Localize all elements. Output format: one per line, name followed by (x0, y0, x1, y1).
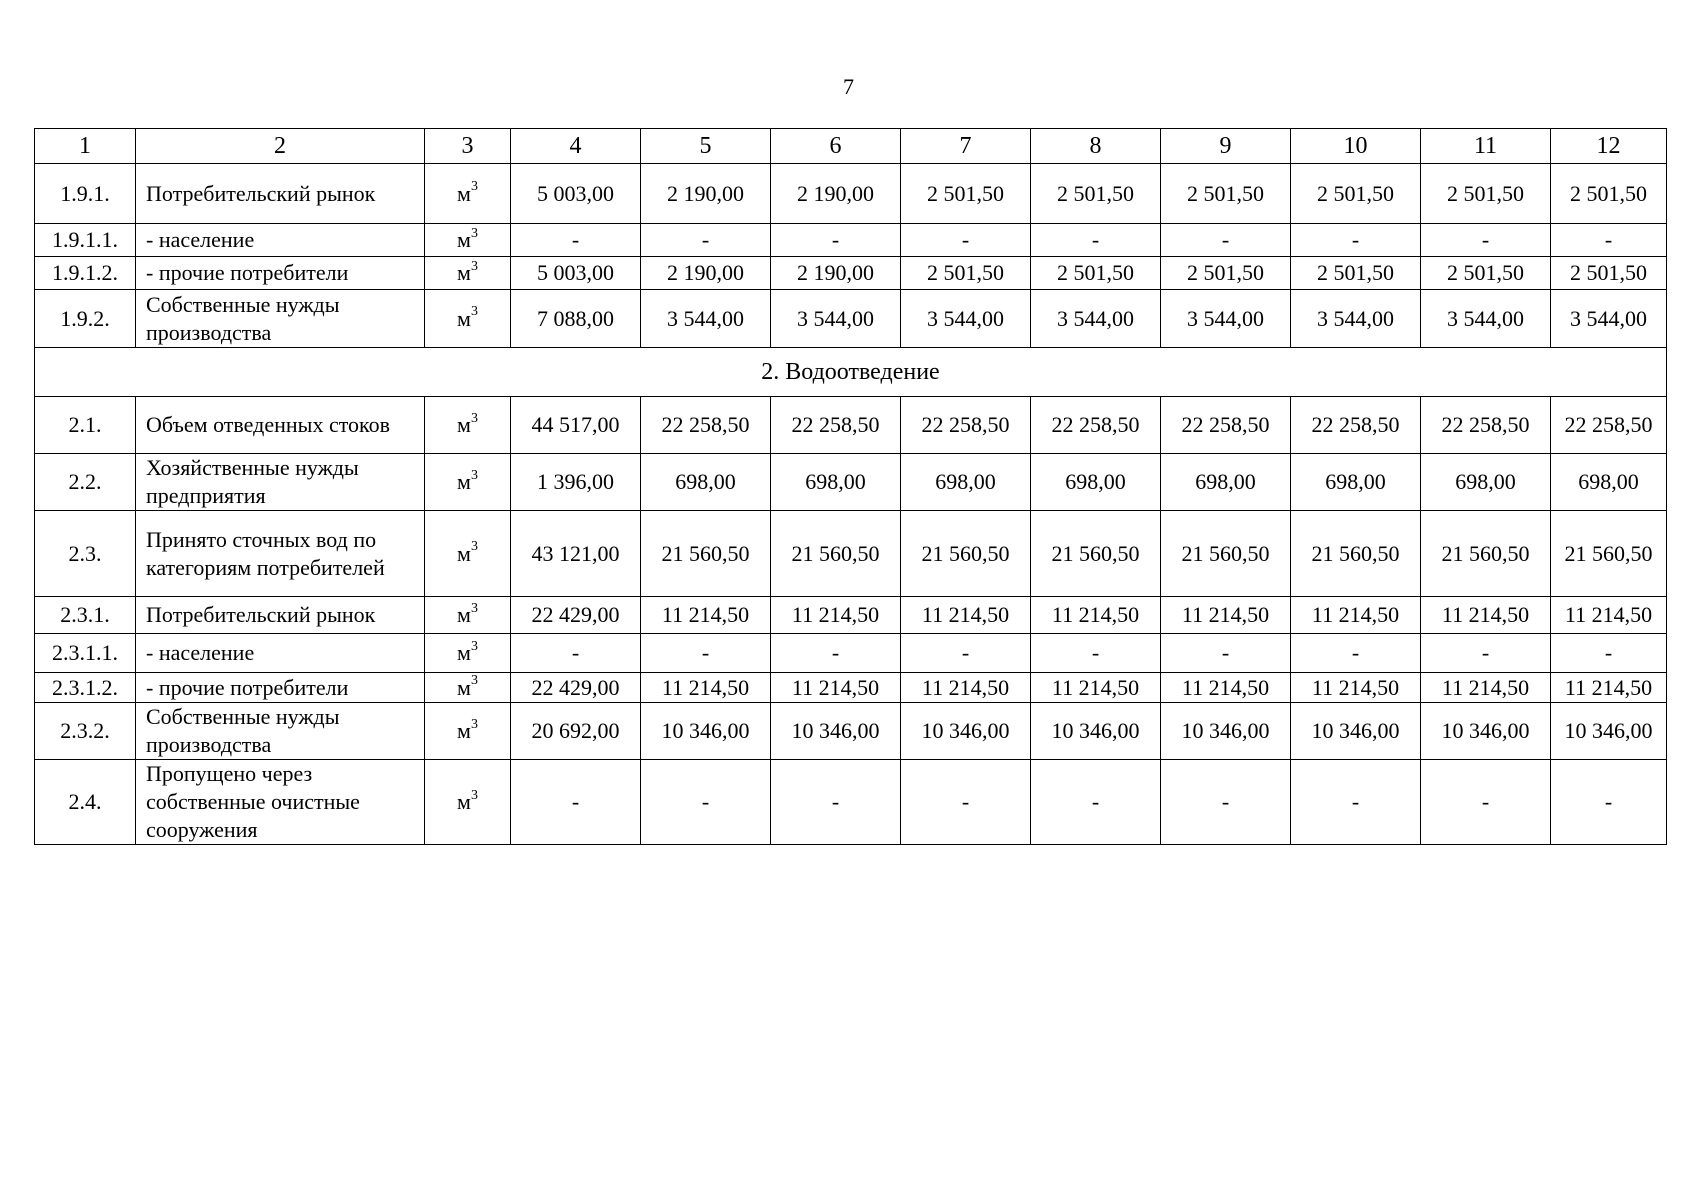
row-label: Пропущено через собственные очистные сооружения (136, 760, 425, 845)
value-cell: - (901, 224, 1031, 257)
unit-cell (425, 511, 511, 597)
value-cell: 2 501,50 (1161, 164, 1291, 224)
value-cell: 3 544,00 (771, 290, 901, 348)
value-cell: 22 429,00 (511, 597, 641, 634)
row-number: 2.3.1.1. (35, 634, 136, 673)
value-cell: 21 560,50 (1031, 511, 1161, 597)
value-cell: 698,00 (1421, 454, 1551, 511)
row-number: 1.9.1. (35, 164, 136, 224)
value-cell: 22 258,50 (1161, 397, 1291, 454)
value-cell: 698,00 (641, 454, 771, 511)
row-label: Потребительский рынок (136, 597, 425, 634)
value-cell: 11 214,50 (901, 673, 1031, 703)
value-cell: 3 544,00 (1291, 290, 1421, 348)
value-cell: 2 501,50 (1291, 164, 1421, 224)
unit-exponent: 3 (470, 467, 478, 483)
value-cell: 1 396,00 (511, 454, 641, 511)
value-cell: - (771, 760, 901, 845)
unit-base: м (457, 640, 471, 665)
row-number: 2.3.2. (35, 703, 136, 760)
row-label: Собственные нужды производства (136, 290, 425, 348)
row-label: Потребительский рынок (136, 164, 425, 224)
unit-base: м (457, 789, 471, 814)
column-header: 1 (35, 129, 136, 164)
data-table (34, 128, 1667, 845)
table-row (35, 397, 1667, 454)
table-row (35, 224, 1667, 257)
value-cell: 2 501,50 (1031, 257, 1161, 290)
value-cell: 11 214,50 (1031, 673, 1161, 703)
unit-base: м (457, 602, 471, 627)
column-header: 12 (1551, 129, 1667, 164)
unit-exponent: 3 (470, 304, 478, 320)
value-cell: - (1551, 224, 1667, 257)
value-cell: - (511, 760, 641, 845)
unit-base: м (457, 260, 471, 285)
value-cell: 11 214,50 (1421, 673, 1551, 703)
value-cell: 10 346,00 (1551, 703, 1667, 760)
value-cell: 11 214,50 (1551, 597, 1667, 634)
unit-cell (425, 760, 511, 845)
value-cell: 7 088,00 (511, 290, 641, 348)
value-cell: 698,00 (771, 454, 901, 511)
unit-cell (425, 703, 511, 760)
value-cell: - (901, 760, 1031, 845)
value-cell: 698,00 (901, 454, 1031, 511)
value-cell: - (1161, 634, 1291, 673)
value-cell: - (1291, 224, 1421, 257)
value-cell: 3 544,00 (1421, 290, 1551, 348)
unit-exponent: 3 (470, 410, 478, 426)
unit-base: м (457, 540, 471, 566)
row-label: - прочие потребители (136, 257, 425, 290)
table-row (35, 511, 1667, 597)
value-cell: 11 214,50 (1291, 597, 1421, 634)
value-cell: 11 214,50 (1421, 597, 1551, 634)
unit-cell (425, 597, 511, 634)
value-cell: - (1031, 224, 1161, 257)
value-cell: - (641, 224, 771, 257)
value-cell: - (1291, 634, 1421, 673)
table-row (35, 634, 1667, 673)
row-number: 1.9.1.1. (35, 224, 136, 257)
value-cell: 22 258,50 (771, 397, 901, 454)
unit-cell (425, 257, 511, 290)
value-cell: - (641, 634, 771, 673)
value-cell: 2 501,50 (1551, 257, 1667, 290)
value-cell: 2 501,50 (901, 164, 1031, 224)
value-cell: 2 190,00 (771, 257, 901, 290)
value-cell: 21 560,50 (771, 511, 901, 597)
value-cell: - (511, 224, 641, 257)
row-label: - прочие потребители (136, 673, 425, 703)
value-cell: 10 346,00 (1161, 703, 1291, 760)
table-row (35, 760, 1667, 845)
value-cell: - (1421, 760, 1551, 845)
value-cell: 10 346,00 (771, 703, 901, 760)
section-title: 2. Водоотведение (35, 348, 1667, 397)
value-cell: - (1031, 634, 1161, 673)
unit-cell (425, 673, 511, 703)
unit-base: м (457, 412, 471, 437)
value-cell: 2 501,50 (1551, 164, 1667, 224)
value-cell: 11 214,50 (1031, 597, 1161, 634)
table-row (35, 257, 1667, 290)
row-number: 2.3.1.2. (35, 673, 136, 703)
value-cell: 21 560,50 (1161, 511, 1291, 597)
table-row (35, 597, 1667, 634)
column-header: 8 (1031, 129, 1161, 164)
value-cell: 2 190,00 (641, 164, 771, 224)
value-cell: 21 560,50 (1551, 511, 1667, 597)
unit-exponent: 3 (470, 673, 478, 689)
value-cell: 2 501,50 (1161, 257, 1291, 290)
table-row (35, 290, 1667, 348)
value-cell: 2 190,00 (641, 257, 771, 290)
value-cell: 3 544,00 (901, 290, 1031, 348)
value-cell: 2 190,00 (771, 164, 901, 224)
value-cell: 11 214,50 (641, 597, 771, 634)
column-header: 7 (901, 129, 1031, 164)
unit-exponent: 3 (470, 258, 478, 274)
row-number: 2.3.1. (35, 597, 136, 634)
value-cell: - (1291, 760, 1421, 845)
value-cell: 698,00 (1551, 454, 1667, 511)
table-row (35, 673, 1667, 703)
value-cell: 11 214,50 (771, 673, 901, 703)
row-number: 1.9.1.2. (35, 257, 136, 290)
value-cell: 11 214,50 (901, 597, 1031, 634)
header-row (35, 129, 1667, 164)
value-cell: 11 214,50 (1291, 673, 1421, 703)
row-number: 2.3. (35, 511, 136, 597)
value-cell: 43 121,00 (511, 511, 641, 597)
value-cell: - (641, 760, 771, 845)
row-label: Объем отведенных стоков (136, 397, 425, 454)
value-cell: 698,00 (1291, 454, 1421, 511)
value-cell: 21 560,50 (641, 511, 771, 597)
value-cell: 10 346,00 (1031, 703, 1161, 760)
value-cell: 21 560,50 (1291, 511, 1421, 597)
value-cell: 22 258,50 (641, 397, 771, 454)
row-label: Хозяйственные нужды предприятия (136, 454, 425, 511)
value-cell: 10 346,00 (1421, 703, 1551, 760)
row-label: Принято сточных вод по категориям потребителей (136, 511, 425, 597)
unit-exponent: 3 (470, 716, 478, 732)
value-cell: 2 501,50 (1421, 257, 1551, 290)
value-cell: - (771, 224, 901, 257)
value-cell: 5 003,00 (511, 257, 641, 290)
value-cell: - (1421, 224, 1551, 257)
value-cell: - (511, 634, 641, 673)
value-cell: 11 214,50 (1551, 673, 1667, 703)
unit-cell (425, 454, 511, 511)
value-cell: 21 560,50 (901, 511, 1031, 597)
unit-exponent: 3 (470, 539, 478, 555)
value-cell: 2 501,50 (1031, 164, 1161, 224)
column-header: 11 (1421, 129, 1551, 164)
value-cell: 2 501,50 (901, 257, 1031, 290)
column-header: 9 (1161, 129, 1291, 164)
unit-cell (425, 164, 511, 224)
value-cell: 698,00 (1161, 454, 1291, 511)
unit-cell (425, 224, 511, 257)
unit-exponent: 3 (470, 179, 478, 195)
row-number: 1.9.2. (35, 290, 136, 348)
column-header: 4 (511, 129, 641, 164)
value-cell: - (1551, 760, 1667, 845)
unit-cell (425, 634, 511, 673)
unit-exponent: 3 (470, 787, 478, 803)
unit-base: м (457, 469, 471, 494)
value-cell: 44 517,00 (511, 397, 641, 454)
unit-exponent: 3 (470, 225, 478, 241)
column-header: 10 (1291, 129, 1421, 164)
value-cell: - (1421, 634, 1551, 673)
unit-base: м (457, 718, 471, 743)
value-cell: 22 258,50 (1031, 397, 1161, 454)
value-cell: 11 214,50 (771, 597, 901, 634)
table-body (35, 129, 1667, 845)
row-number: 2.2. (35, 454, 136, 511)
row-number: 2.1. (35, 397, 136, 454)
column-header: 6 (771, 129, 901, 164)
value-cell: 3 544,00 (641, 290, 771, 348)
row-label: - население (136, 634, 425, 673)
row-label: - население (136, 224, 425, 257)
value-cell: 10 346,00 (641, 703, 771, 760)
value-cell: 11 214,50 (1161, 597, 1291, 634)
value-cell: - (1551, 634, 1667, 673)
value-cell: 22 258,50 (1551, 397, 1667, 454)
value-cell: 2 501,50 (1421, 164, 1551, 224)
unit-cell (425, 290, 511, 348)
value-cell: 3 544,00 (1551, 290, 1667, 348)
unit-base: м (457, 674, 471, 700)
value-cell: 22 258,50 (901, 397, 1031, 454)
value-cell: - (1161, 760, 1291, 845)
value-cell: - (1161, 224, 1291, 257)
value-cell: 3 544,00 (1031, 290, 1161, 348)
unit-cell (425, 397, 511, 454)
value-cell: 10 346,00 (1291, 703, 1421, 760)
value-cell: 11 214,50 (641, 673, 771, 703)
value-cell: 21 560,50 (1421, 511, 1551, 597)
value-cell: 22 258,50 (1421, 397, 1551, 454)
value-cell: 10 346,00 (901, 703, 1031, 760)
value-cell: 5 003,00 (511, 164, 641, 224)
table-row (35, 454, 1667, 511)
row-label: Собственные нужды производства (136, 703, 425, 760)
column-header: 3 (425, 129, 511, 164)
value-cell: 22 258,50 (1291, 397, 1421, 454)
unit-base: м (457, 227, 471, 252)
value-cell: 2 501,50 (1291, 257, 1421, 290)
value-cell: 3 544,00 (1161, 290, 1291, 348)
unit-exponent: 3 (470, 600, 478, 616)
value-cell: 22 429,00 (511, 673, 641, 703)
value-cell: - (1031, 760, 1161, 845)
value-cell: 20 692,00 (511, 703, 641, 760)
value-cell: 698,00 (1031, 454, 1161, 511)
unit-exponent: 3 (470, 638, 478, 654)
unit-base: м (457, 180, 471, 206)
value-cell: - (901, 634, 1031, 673)
column-header: 5 (641, 129, 771, 164)
value-cell: - (771, 634, 901, 673)
page-number: 7 (843, 74, 854, 99)
column-header: 2 (136, 129, 425, 164)
table-row (35, 164, 1667, 224)
unit-base: м (457, 305, 471, 331)
table-row (35, 703, 1667, 760)
section-row (35, 348, 1667, 397)
row-number: 2.4. (35, 760, 136, 845)
value-cell: 11 214,50 (1161, 673, 1291, 703)
